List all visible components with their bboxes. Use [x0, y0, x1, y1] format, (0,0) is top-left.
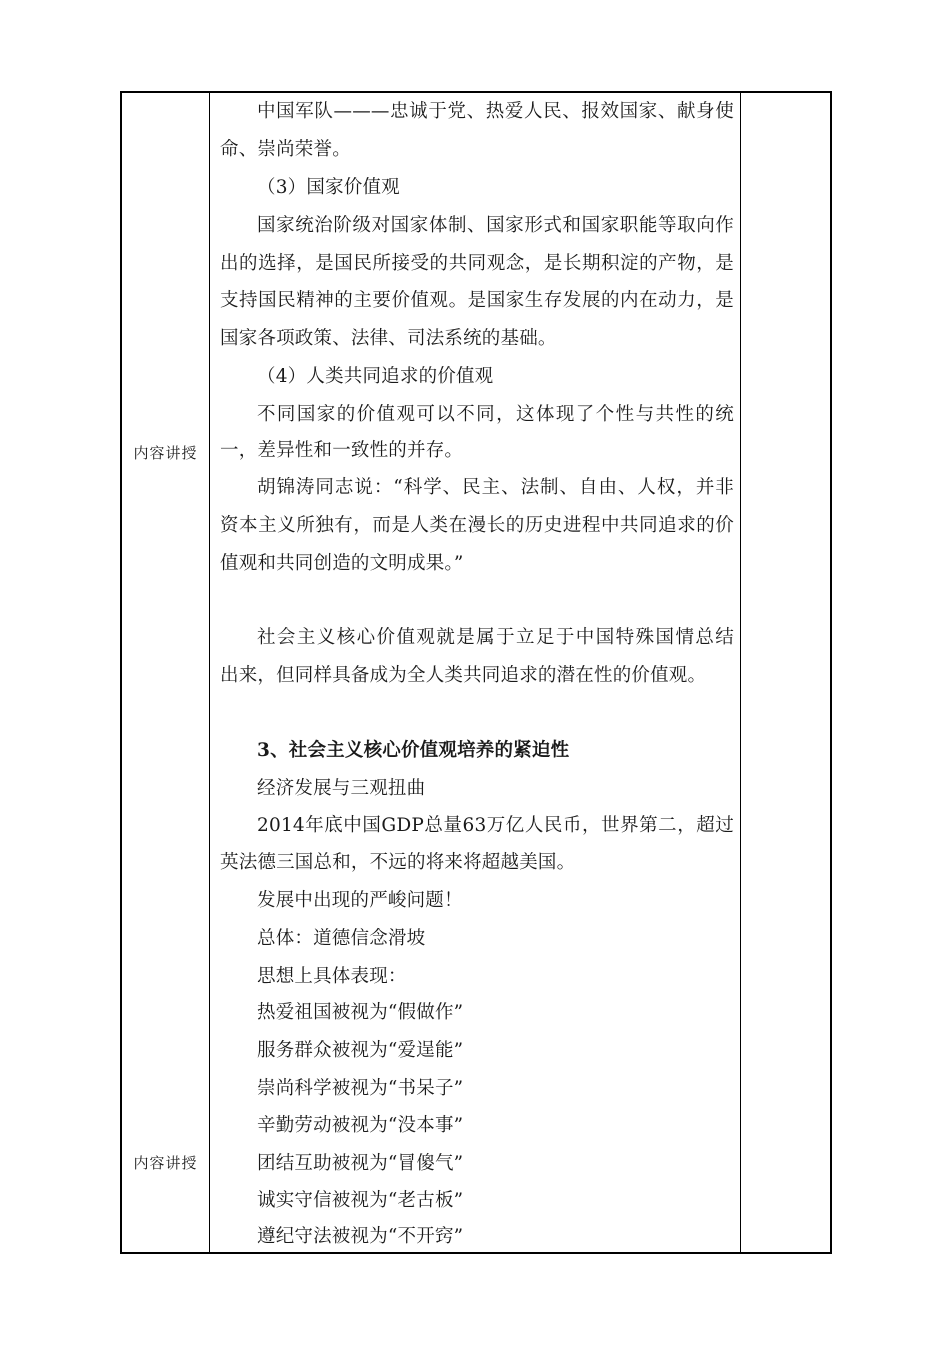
paragraph-line: 社会主义核心价值观就是属于立足于中国特殊国情总结 — [257, 627, 734, 648]
paragraph-line: 英法德三国总和，不远的将来将超越美国。 — [220, 852, 576, 873]
list-item: 崇尚科学被视为“书呆子” — [257, 1078, 464, 1099]
paragraph-line: 思想上具体表现： — [257, 966, 407, 987]
paragraph-line: 国家各项政策、法律、司法系统的基础。 — [220, 328, 557, 349]
list-item: 服务群众被视为“爱逞能” — [257, 1040, 464, 1061]
paragraph-line: 中国军队———忠诚于党、热爱人民、报效国家、献身使 — [257, 101, 734, 122]
paragraph-line: 一，差异性和一致性的并存。 — [220, 440, 464, 461]
paragraph-line: 出的选择，是国民所接受的共同观念，是长期积淀的产物，是 — [220, 253, 734, 274]
paragraph-line: 胡锦涛同志说：“科学、民主、法制、自由、人权，并非 — [257, 477, 734, 498]
section-heading-bold: 3、社会主义核心价值观培养的紧迫性 — [257, 740, 570, 761]
paragraph-line: 总体：道德信念滑坡 — [257, 928, 426, 949]
section-heading: （3）国家价值观 — [257, 177, 400, 198]
list-item: 热爱祖国被视为“假做作” — [257, 1002, 464, 1023]
row-label-lecture: 内容讲授 — [133, 444, 198, 462]
list-item: 团结互助被视为“冒傻气” — [257, 1153, 464, 1174]
list-item: 诚实守信被视为“老古板” — [257, 1190, 464, 1211]
paragraph-line: 不同国家的价值观可以不同，这体现了个性与共性的统 — [257, 404, 734, 425]
list-item: 遵纪守法被视为“不开窍” — [257, 1226, 464, 1247]
paragraph-line: 国家统治阶级对国家体制、国家形式和国家职能等取向作 — [257, 215, 734, 236]
paragraph-line: 经济发展与三观扭曲 — [257, 778, 426, 799]
paragraph-line: 发展中出现的严峻问题！ — [257, 890, 463, 911]
paragraph-line: 资本主义所独有，而是人类在漫长的历史进程中共同追求的价 — [220, 515, 734, 536]
paragraph-line: 出来，但同样具备成为全人类共同追求的潜在性的价值观。 — [220, 665, 707, 686]
section-heading: （4）人类共同追求的价值观 — [257, 366, 494, 387]
list-item: 辛勤劳动被视为“没本事” — [257, 1115, 464, 1136]
row-label-lecture: 内容讲授 — [133, 1154, 198, 1172]
paragraph-line: 支持国民精神的主要价值观。是国家生存发展的内在动力，是 — [220, 290, 734, 311]
paragraph-line: 2014年底中国GDP总量63万亿人民币，世界第二，超过 — [257, 815, 734, 836]
paragraph-line: 值观和共同创造的文明成果。” — [220, 553, 464, 574]
column-divider-right — [740, 93, 741, 1252]
paragraph-line: 命、崇尚荣誉。 — [220, 139, 351, 160]
lesson-plan-table — [120, 91, 832, 1254]
column-divider-left — [209, 93, 210, 1252]
